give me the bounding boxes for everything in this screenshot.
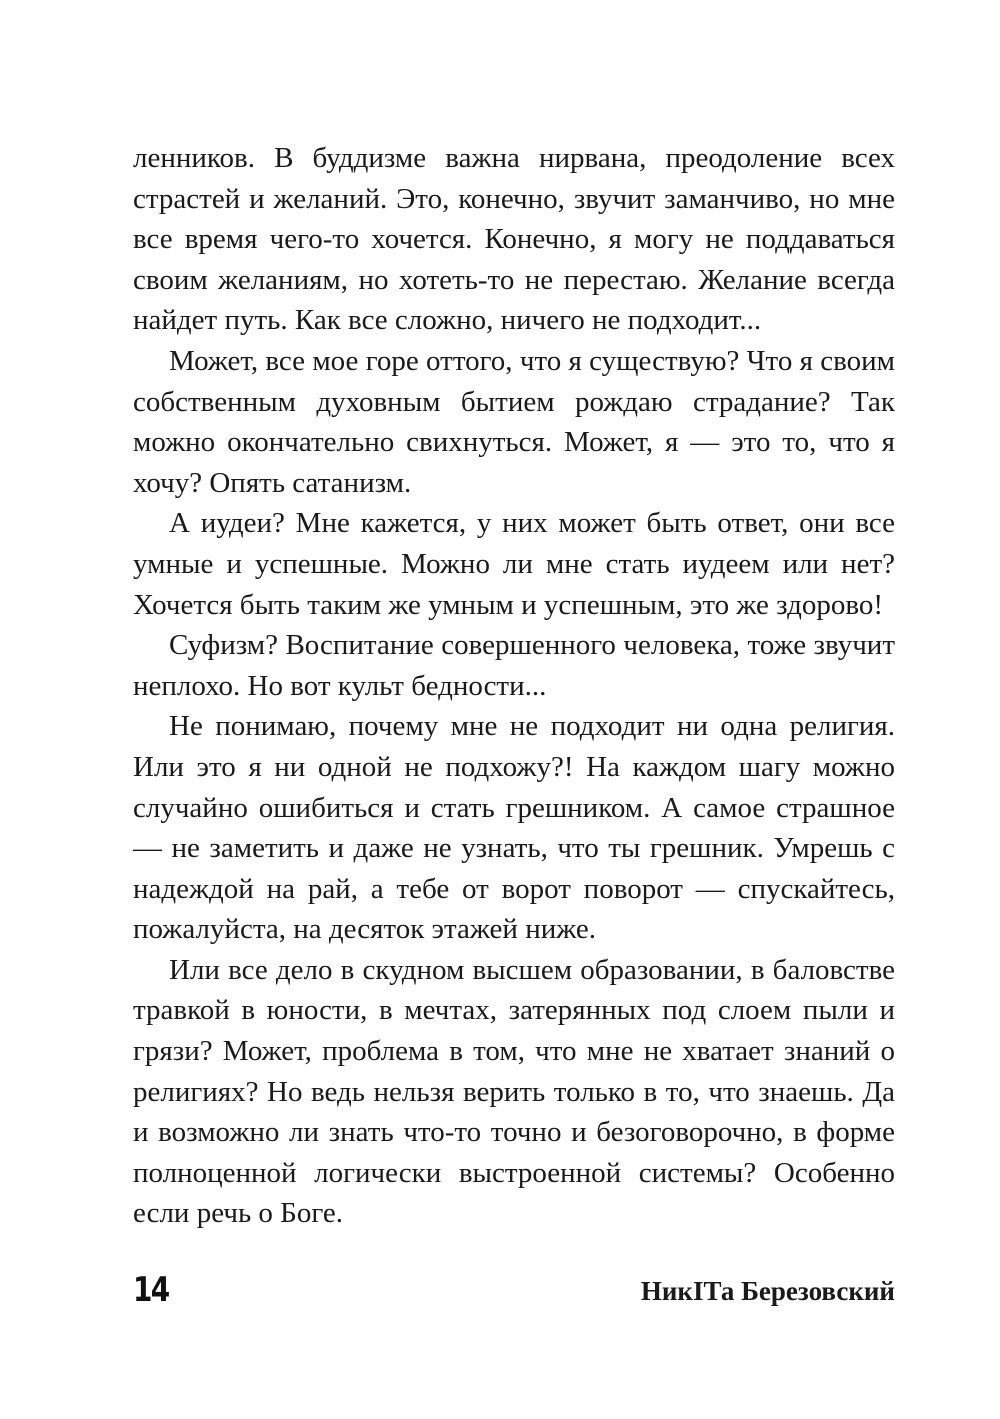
paragraph-1: ленников. В буддизме важна нирвана, преодоление всех страстей и желаний. Это, конечно, звучит заманчиво, но мне все время чего-то хочется. Конечно, я могу не поддаваться своим желаниям, но хотеть-то не перестаю. Желание всегда найдет путь. Как все сложно, ничего не подходит... bbox=[133, 142, 895, 337]
paragraph-4: Суфизм? Воспитание совершенного человека, тоже звучит неплохо. Но вот культ бедности... bbox=[133, 629, 895, 702]
body-text bbox=[133, 138, 895, 1234]
paragraph-2: Может, все мое горе оттого, что я существую? Что я своим собственным духовным бытием рождаю страдание? Так можно окончательно свихнуться. Может, я — это то, что я хочу? Опять сатанизм. bbox=[133, 344, 895, 499]
paragraph-6: Или все дело в скудном высшем образовании, в баловстве травкой в юности, в мечтах, затерянных под слоем пыли и грязи? Может, проблема в том, что мне не хватает знаний о религиях? Но ведь нельзя верить только в то, что знаешь. Да и возможно ли знать что-то точно и безоговорочно, в форме полноценной логически выстроенной системы? Особенно если речь о Боге. bbox=[133, 953, 895, 1230]
author-name: НикIТа Березовский bbox=[640, 1276, 895, 1306]
paragraph-5: Не понимаю, почему мне не подходит ни одна религия. Или это я ни одной не подхожу?! На каждом шагу можно случайно ошибиться и стать грешником. А самое страшное — не заметить и даже не узнать, что ты грешник. Умрешь с надеждой на рай, а тебе от ворот поворот — спускайтесь, пожалуйста, на десяток этажей ниже. bbox=[133, 710, 895, 946]
page-number: 14 bbox=[133, 1270, 169, 1310]
paragraph-3: А иудеи? Мне кажется, у них может быть ответ, они все умные и успешные. Можно ли мне стать иудеем или нет? Хочется быть таким же умным и успешным, это же здорово! bbox=[133, 507, 895, 621]
page-footer bbox=[133, 1270, 895, 1320]
